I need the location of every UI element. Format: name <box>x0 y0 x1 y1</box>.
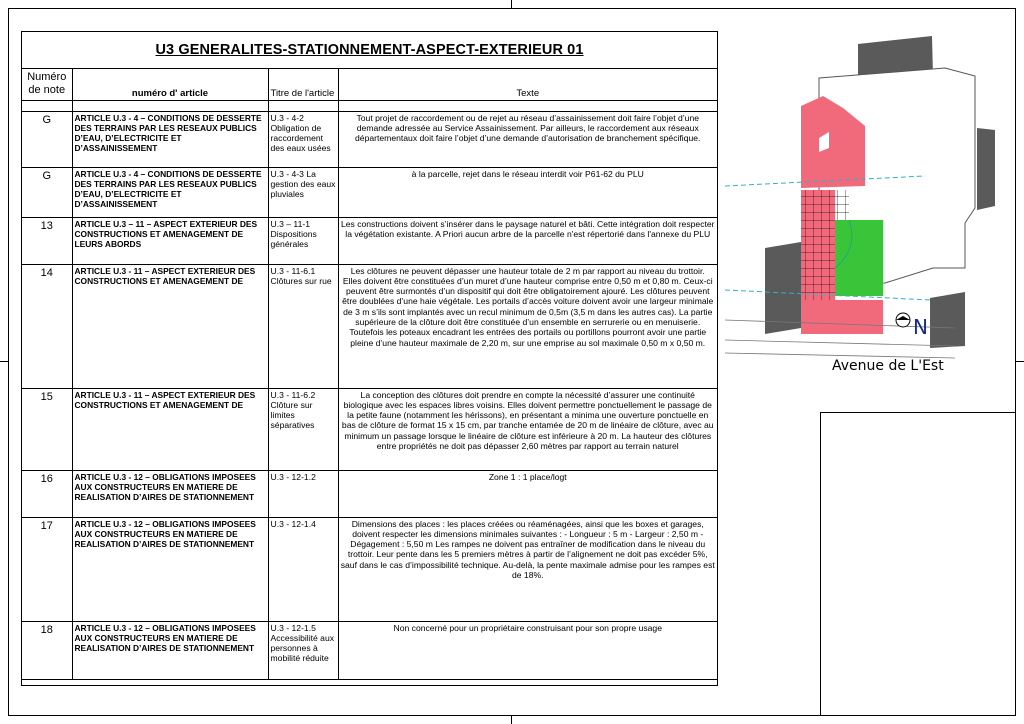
row-texte: à la parcelle, rejet dans le réseau interdit voir P61-62 du PLU <box>338 167 717 217</box>
neighbor-building-far-right <box>977 128 995 210</box>
crop-mark-left <box>0 361 8 362</box>
row-article: ARTICLE U.3 - 4 – CONDITIONS DE DESSERTE DES TERRAINS PAR LES RESEAUX PUBLICS D’EAU, D’ELECTRICITE ET D’ASSAINISSEMENT <box>72 167 268 217</box>
parking-zone-bottom <box>801 300 883 334</box>
row-article: ARTICLE U.3 - 4 – CONDITIONS DE DESSERTE DES TERRAINS PAR LES RESEAUX PUBLICS D’EAU, D’ELECTRICITE ET D’ASSAINISSEMENT <box>72 111 268 167</box>
row-note: 18 <box>22 621 72 679</box>
row-titre: U.3 - 12-1.5 Accessibilité aux personnes à mobilité réduite <box>268 621 338 679</box>
site-plan <box>725 28 1010 388</box>
table-spacer-row <box>22 100 717 111</box>
header-article: numéro d' article <box>72 68 268 100</box>
row-article: ARTICLE U.3 - 12 – OBLIGATIONS IMPOSEES AUX CONSTRUCTEURS EN MATIERE DE REALISATION D’AIRES DE STATIONNEMENT <box>72 470 268 517</box>
parking-grid-extra <box>835 190 849 220</box>
row-titre: U.3 - 12-1.4 <box>268 517 338 621</box>
table-row <box>22 264 717 388</box>
row-article: ARTICLE U.3 - 12 – OBLIGATIONS IMPOSEES AUX CONSTRUCTEURS EN MATIERE DE REALISATION D’AIRES DE STATIONNEMENT <box>72 517 268 621</box>
neighbor-building-left <box>765 242 801 334</box>
row-texte: Dimensions des places : les places créées ou réaménagées, ainsi que les boxes et garages, doivent respecter les dimensions minimales suivantes : - Longueur : 5 m - Largeur : 2,50 m - Dégagement : 5,50 m Les rampes ne doivent pas entraîner de modification dans le niveau du trottoir. Leur pente dans les 5 premiers mètres à partir de l’alignement ne doit pas excéder 5%, sauf dans le cas d’impossibilité technique. Au-delà, la pente maximale admise pour les rampes est de 18%. <box>338 517 717 621</box>
table-row <box>22 217 717 264</box>
row-texte: Zone 1 : 1 place/logt <box>338 470 717 517</box>
table-row <box>22 470 717 517</box>
street-line-2 <box>725 340 955 346</box>
crop-mark-top <box>511 0 512 8</box>
row-note: 15 <box>22 388 72 470</box>
table-row <box>22 388 717 470</box>
header-note: Numéro de note <box>22 68 72 100</box>
row-titre: U.3 – 11-1 Dispositions générales <box>268 217 338 264</box>
table-row <box>22 621 717 679</box>
crop-mark-right <box>1016 361 1024 362</box>
row-titre: U.3 - 12-1.2 <box>268 470 338 517</box>
table-header-row <box>22 68 717 100</box>
garden-zone <box>835 220 883 296</box>
row-note: G <box>22 111 72 167</box>
row-article: ARTICLE U.3 - 12 – OBLIGATIONS IMPOSEES AUX CONSTRUCTEURS EN MATIERE DE REALISATION D’AIRES DE STATIONNEMENT <box>72 621 268 679</box>
neighbor-building-right <box>930 292 965 348</box>
row-note: G <box>22 167 72 217</box>
crop-mark-bottom <box>511 716 512 724</box>
regulation-table <box>22 68 717 680</box>
table-row <box>22 111 717 167</box>
legend-box <box>820 412 1016 716</box>
row-note: 17 <box>22 517 72 621</box>
north-label: N <box>913 315 928 339</box>
row-note: 13 <box>22 217 72 264</box>
row-texte: La conception des clôtures doit prendre en compte la nécessité d’assurer une continuité biologique avec les espaces libres voisins. Elles doivent permettre ponctuellement le passage de la petite faune (notamment les hérissons), en présentant a minima une ouverture ponctuelle en bas de clôture de format 15 x 15 cm, par tranche entamée de 20 m de linéaire de clôture, avec au minimum un passage lorsque le linéaire de clôture est inférieure à 20 m. La hauteur des clôtures entre propriétés ne doit pas dépasser 2,60 mètres par rapport au terrain naturel <box>338 388 717 470</box>
header-titre: Titre de l'article <box>268 68 338 100</box>
row-titre: U.3 - 11-6.2 Clôture sur limites séparatives <box>268 388 338 470</box>
row-texte: Les constructions doivent s’insérer dans le paysage naturel et bâti. Cette intégration doit respecter la végétation existante. A Priori aucun arbre de la parcelle n'est répertorié dans l'annexe du PLU <box>338 217 717 264</box>
table-row <box>22 167 717 217</box>
north-arrow <box>896 313 910 327</box>
row-texte: Non concerné pour un propriétaire construisant pour son propre usage <box>338 621 717 679</box>
row-titre: U.3 - 4-2 Obligation de raccordement des eaux usées <box>268 111 338 167</box>
row-titre: U.3 - 11-6.1 Clôtures sur rue <box>268 264 338 388</box>
row-titre: U.3 - 4-3 La gestion des eaux pluviales <box>268 167 338 217</box>
row-texte: Tout projet de raccordement ou de rejet au réseau d’assainissement doit faire l’objet d’une demande adressée au Service Assainissement. Par ailleurs, le raccordement aux réseaux départementaux doit faire l’objet d’une demande d’autorisation de branchement spécifique. <box>338 111 717 167</box>
street-label: Avenue de L'Est <box>832 358 944 374</box>
parking-grid <box>801 190 835 300</box>
table-row <box>22 517 717 621</box>
row-texte: Les clôtures ne peuvent dépasser une hauteur totale de 2 m par rapport au niveau du trottoir. Elles doivent être constituées d’un muret d’une hauteur comprise entre 0,50 m et 0,80 m. Ceux-ci peuvent être surmontés d’un dispositif qui doit être obligatoirement ajouré. Les clôtures peuvent être doublées d’une haie végétale. Les portails d’accès voiture doivent avoir une largeur minimale de 3 m s’ils sont implantés avec un recul minimum de 0,5m (3,5 m dans les autres cas). La partie supérieure de la clôture doit être constituée d’un ensemble en serrurerie ou en menuiserie. Toutefois les poteaux encadrant les entrées des portails ou portillons pourront avoir une partie pleine d’une hauteur maximale de 2,20 m, sur une emprise au sol maximale 0,50 m x 0,50 m. <box>338 264 717 388</box>
row-note: 16 <box>22 470 72 517</box>
row-note: 14 <box>22 264 72 388</box>
row-article: ARTICLE U.3 – 11 – ASPECT EXTERIEUR DES CONSTRUCTIONS ET AMENAGEMENT DE LEURS ABORDS <box>72 217 268 264</box>
row-article: ARTICLE U.3 - 11 – ASPECT EXTERIEUR DES CONSTRUCTIONS ET AMENAGEMENT DE <box>72 388 268 470</box>
row-article: ARTICLE U.3 - 11 – ASPECT EXTERIEUR DES CONSTRUCTIONS ET AMENAGEMENT DE <box>72 264 268 388</box>
page-title: U3 GENERALITES-STATIONNEMENT-ASPECT-EXTERIEUR 01 <box>22 32 717 69</box>
regulation-sheet <box>21 31 718 686</box>
header-texte: Texte <box>338 68 717 100</box>
